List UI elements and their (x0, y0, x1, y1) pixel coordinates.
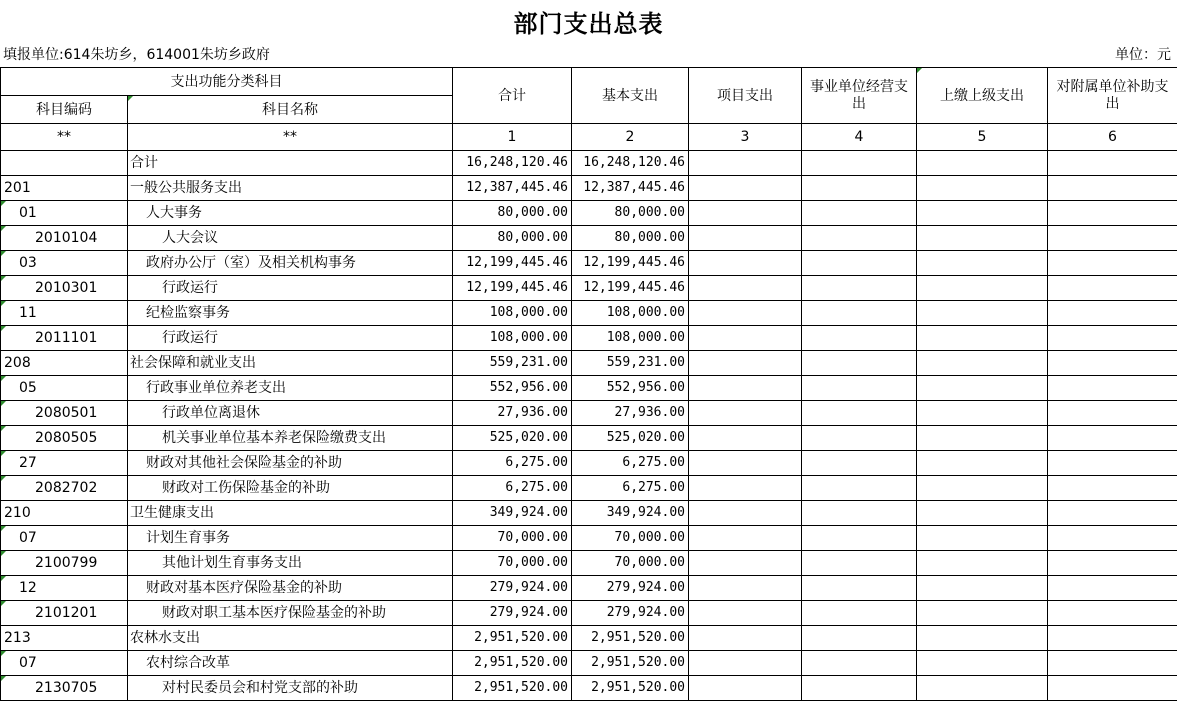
table-row (1, 576, 1177, 601)
cell-subject-code: 2010104 (1, 226, 128, 251)
cell-total: 70,000.00 (453, 526, 572, 551)
cell-upper-payment (917, 151, 1048, 176)
cell-subject-code: 11 (1, 301, 128, 326)
table-row (1, 526, 1177, 551)
cell-business-expenditure (802, 301, 917, 326)
cell-total: 12,387,445.46 (453, 176, 572, 201)
cell-basic-expenditure: 279,924.00 (572, 576, 689, 601)
cell-total: 349,924.00 (453, 501, 572, 526)
cell-upper-payment (917, 176, 1048, 201)
cell-business-expenditure (802, 151, 917, 176)
cell-upper-payment (917, 601, 1048, 626)
cell-basic-expenditure: 279,924.00 (572, 601, 689, 626)
cell-project-expenditure (689, 576, 802, 601)
cell-subsidy-expenditure (1048, 601, 1177, 626)
cell-subject-code: 2101201 (1, 601, 128, 626)
cell-basic-expenditure: 552,956.00 (572, 376, 689, 401)
cell-subsidy-expenditure (1048, 451, 1177, 476)
cell-business-expenditure (802, 576, 917, 601)
index-6: 6 (1048, 124, 1177, 151)
cell-subsidy-expenditure (1048, 301, 1177, 326)
index-2: 2 (572, 124, 689, 151)
cell-subsidy-expenditure (1048, 526, 1177, 551)
cell-subject-code: 2011101 (1, 326, 128, 351)
cell-project-expenditure (689, 176, 802, 201)
cell-business-expenditure (802, 401, 917, 426)
cell-subject-name: 行政单位离退休 (128, 401, 453, 426)
table-row (1, 601, 1177, 626)
cell-subject-code: 27 (1, 451, 128, 476)
cell-subject-code: 2010301 (1, 276, 128, 301)
cell-subject-name: 行政事业单位养老支出 (128, 376, 453, 401)
cell-subject-name: 政府办公厅（室）及相关机构事务 (128, 251, 453, 276)
cell-subsidy-expenditure (1048, 176, 1177, 201)
cell-basic-expenditure: 2,951,520.00 (572, 626, 689, 651)
cell-business-expenditure (802, 626, 917, 651)
cell-subsidy-expenditure (1048, 351, 1177, 376)
index-4: 4 (802, 124, 917, 151)
cell-business-expenditure (802, 226, 917, 251)
cell-business-expenditure (802, 501, 917, 526)
table-row (1, 376, 1177, 401)
cell-subject-code: 2080501 (1, 401, 128, 426)
table-row (1, 651, 1177, 676)
cell-total: 27,936.00 (453, 401, 572, 426)
cell-subject-name: 人大会议 (128, 226, 453, 251)
cell-upper-payment (917, 226, 1048, 251)
cell-upper-payment (917, 626, 1048, 651)
cell-project-expenditure (689, 601, 802, 626)
cell-business-expenditure (802, 276, 917, 301)
cell-project-expenditure (689, 551, 802, 576)
table-row (1, 301, 1177, 326)
cell-basic-expenditure: 70,000.00 (572, 551, 689, 576)
cell-upper-payment (917, 476, 1048, 501)
cell-upper-payment (917, 426, 1048, 451)
cell-upper-payment (917, 501, 1048, 526)
index-3: 3 (689, 124, 802, 151)
cell-upper-payment (917, 351, 1048, 376)
table-row (1, 201, 1177, 226)
cell-basic-expenditure: 525,020.00 (572, 426, 689, 451)
cell-subject-name: 农林水支出 (128, 626, 453, 651)
cell-subject-code: 208 (1, 351, 128, 376)
cell-subject-code: 201 (1, 176, 128, 201)
cell-total: 559,231.00 (453, 351, 572, 376)
cell-subsidy-expenditure (1048, 426, 1177, 451)
cell-total: 552,956.00 (453, 376, 572, 401)
cell-subject-name: 其他计划生育事务支出 (128, 551, 453, 576)
cell-business-expenditure (802, 426, 917, 451)
cell-business-expenditure (802, 676, 917, 701)
cell-subsidy-expenditure (1048, 151, 1177, 176)
cell-basic-expenditure: 108,000.00 (572, 326, 689, 351)
cell-upper-payment (917, 376, 1048, 401)
cell-subject-name: 纪检监察事务 (128, 301, 453, 326)
cell-upper-payment (917, 201, 1048, 226)
cell-subject-code: 12 (1, 576, 128, 601)
header-business-expenditure: 事业单位经营支出 (802, 68, 917, 124)
cell-total: 12,199,445.46 (453, 276, 572, 301)
cell-subsidy-expenditure (1048, 401, 1177, 426)
cell-project-expenditure (689, 401, 802, 426)
currency-unit-label: 单位：元 (1115, 47, 1171, 63)
cell-project-expenditure (689, 351, 802, 376)
cell-total: 2,951,520.00 (453, 676, 572, 701)
cell-subsidy-expenditure (1048, 376, 1177, 401)
cell-project-expenditure (689, 376, 802, 401)
cell-project-expenditure (689, 226, 802, 251)
cell-subsidy-expenditure (1048, 576, 1177, 601)
header-subsidy-expenditure: 对附属单位补助支出 (1048, 68, 1177, 124)
cell-total: 279,924.00 (453, 601, 572, 626)
cell-subject-name: 农村综合改革 (128, 651, 453, 676)
cell-basic-expenditure: 2,951,520.00 (572, 651, 689, 676)
cell-upper-payment (917, 576, 1048, 601)
cell-total: 80,000.00 (453, 226, 572, 251)
cell-subsidy-expenditure (1048, 476, 1177, 501)
index-name: ** (128, 124, 453, 151)
cell-basic-expenditure: 559,231.00 (572, 351, 689, 376)
cell-subject-name: 对村民委员会和村党支部的补助 (128, 676, 453, 701)
header-subject-name: 科目名称 (128, 96, 453, 124)
cell-project-expenditure (689, 251, 802, 276)
cell-subject-code: 213 (1, 626, 128, 651)
cell-total: 108,000.00 (453, 301, 572, 326)
cell-business-expenditure (802, 451, 917, 476)
cell-total: 70,000.00 (453, 551, 572, 576)
cell-project-expenditure (689, 276, 802, 301)
cell-business-expenditure (802, 551, 917, 576)
table-row (1, 351, 1177, 376)
cell-total: 279,924.00 (453, 576, 572, 601)
cell-subject-name: 机关事业单位基本养老保险缴费支出 (128, 426, 453, 451)
table-row (1, 176, 1177, 201)
table-row (1, 151, 1177, 176)
cell-subsidy-expenditure (1048, 251, 1177, 276)
cell-upper-payment (917, 551, 1048, 576)
cell-basic-expenditure: 12,387,445.46 (572, 176, 689, 201)
cell-business-expenditure (802, 651, 917, 676)
header-total: 合计 (453, 68, 572, 124)
cell-basic-expenditure: 12,199,445.46 (572, 251, 689, 276)
cell-subject-name: 行政运行 (128, 326, 453, 351)
cell-subject-code: 2080505 (1, 426, 128, 451)
cell-subsidy-expenditure (1048, 326, 1177, 351)
table-row (1, 626, 1177, 651)
cell-subject-name: 财政对其他社会保险基金的补助 (128, 451, 453, 476)
table-row (1, 226, 1177, 251)
cell-project-expenditure (689, 201, 802, 226)
cell-project-expenditure (689, 651, 802, 676)
cell-project-expenditure (689, 626, 802, 651)
cell-basic-expenditure: 6,275.00 (572, 451, 689, 476)
cell-basic-expenditure: 80,000.00 (572, 201, 689, 226)
cell-subsidy-expenditure (1048, 226, 1177, 251)
report-title: 部门支出总表 (513, 10, 664, 38)
cell-subsidy-expenditure (1048, 626, 1177, 651)
cell-total: 525,020.00 (453, 426, 572, 451)
cell-basic-expenditure: 108,000.00 (572, 301, 689, 326)
cell-upper-payment (917, 676, 1048, 701)
cell-project-expenditure (689, 451, 802, 476)
cell-subsidy-expenditure (1048, 201, 1177, 226)
cell-subject-name: 合计 (128, 151, 453, 176)
cell-basic-expenditure: 2,951,520.00 (572, 676, 689, 701)
cell-total: 80,000.00 (453, 201, 572, 226)
cell-subject-code: 2100799 (1, 551, 128, 576)
cell-basic-expenditure: 349,924.00 (572, 501, 689, 526)
cell-project-expenditure (689, 676, 802, 701)
header-subject-code: 科目编码 (1, 96, 128, 124)
cell-upper-payment (917, 401, 1048, 426)
cell-subject-code: 05 (1, 376, 128, 401)
cell-basic-expenditure: 12,199,445.46 (572, 276, 689, 301)
cell-total: 12,199,445.46 (453, 251, 572, 276)
cell-subject-name: 财政对工伤保险基金的补助 (128, 476, 453, 501)
table-row (1, 451, 1177, 476)
table-row (1, 426, 1177, 451)
cell-subject-name: 财政对职工基本医疗保险基金的补助 (128, 601, 453, 626)
cell-upper-payment (917, 301, 1048, 326)
cell-subject-code: 210 (1, 501, 128, 526)
cell-subject-code: 07 (1, 651, 128, 676)
table-row (1, 401, 1177, 426)
cell-basic-expenditure: 6,275.00 (572, 476, 689, 501)
cell-project-expenditure (689, 501, 802, 526)
cell-basic-expenditure: 80,000.00 (572, 226, 689, 251)
header-function-category: 支出功能分类科目 (1, 68, 453, 96)
cell-business-expenditure (802, 176, 917, 201)
cell-business-expenditure (802, 201, 917, 226)
cell-subsidy-expenditure (1048, 276, 1177, 301)
cell-business-expenditure (802, 526, 917, 551)
cell-upper-payment (917, 651, 1048, 676)
cell-business-expenditure (802, 376, 917, 401)
cell-business-expenditure (802, 351, 917, 376)
cell-upper-payment (917, 451, 1048, 476)
cell-upper-payment (917, 526, 1048, 551)
cell-subject-code: 01 (1, 201, 128, 226)
index-1: 1 (453, 124, 572, 151)
cell-subject-name: 卫生健康支出 (128, 501, 453, 526)
cell-subject-code: 2130705 (1, 676, 128, 701)
cell-project-expenditure (689, 526, 802, 551)
cell-subsidy-expenditure (1048, 676, 1177, 701)
cell-business-expenditure (802, 601, 917, 626)
cell-total: 108,000.00 (453, 326, 572, 351)
cell-subject-name: 财政对基本医疗保险基金的补助 (128, 576, 453, 601)
header-upper-payment: 上缴上级支出 (917, 68, 1048, 124)
cell-subject-code (1, 151, 128, 176)
cell-subsidy-expenditure (1048, 501, 1177, 526)
table-row (1, 276, 1177, 301)
cell-subsidy-expenditure (1048, 551, 1177, 576)
cell-upper-payment (917, 276, 1048, 301)
cell-subject-name: 社会保障和就业支出 (128, 351, 453, 376)
cell-total: 6,275.00 (453, 476, 572, 501)
cell-total: 6,275.00 (453, 451, 572, 476)
cell-subject-name: 一般公共服务支出 (128, 176, 453, 201)
cell-total: 2,951,520.00 (453, 626, 572, 651)
cell-project-expenditure (689, 326, 802, 351)
table-row (1, 676, 1177, 701)
cell-project-expenditure (689, 301, 802, 326)
cell-subsidy-expenditure (1048, 651, 1177, 676)
cell-project-expenditure (689, 476, 802, 501)
table-row (1, 551, 1177, 576)
header-basic-expenditure: 基本支出 (572, 68, 689, 124)
expenditure-table (0, 67, 1177, 701)
cell-business-expenditure (802, 476, 917, 501)
cell-upper-payment (917, 326, 1048, 351)
index-5: 5 (917, 124, 1048, 151)
cell-subject-code: 07 (1, 526, 128, 551)
cell-subject-name: 行政运行 (128, 276, 453, 301)
cell-business-expenditure (802, 251, 917, 276)
cell-subject-code: 2082702 (1, 476, 128, 501)
index-code: ** (1, 124, 128, 151)
cell-total: 16,248,120.46 (453, 151, 572, 176)
cell-basic-expenditure: 16,248,120.46 (572, 151, 689, 176)
cell-subject-name: 人大事务 (128, 201, 453, 226)
filler-unit-label: 填报单位:614朱坊乡，614001朱坊乡政府 (3, 47, 270, 63)
table-row (1, 476, 1177, 501)
cell-upper-payment (917, 251, 1048, 276)
table-row (1, 326, 1177, 351)
cell-basic-expenditure: 27,936.00 (572, 401, 689, 426)
cell-project-expenditure (689, 151, 802, 176)
cell-subject-code: 03 (1, 251, 128, 276)
table-row (1, 251, 1177, 276)
cell-business-expenditure (802, 326, 917, 351)
header-project-expenditure: 项目支出 (689, 68, 802, 124)
cell-total: 2,951,520.00 (453, 651, 572, 676)
cell-subject-name: 计划生育事务 (128, 526, 453, 551)
cell-project-expenditure (689, 426, 802, 451)
table-row (1, 501, 1177, 526)
cell-basic-expenditure: 70,000.00 (572, 526, 689, 551)
